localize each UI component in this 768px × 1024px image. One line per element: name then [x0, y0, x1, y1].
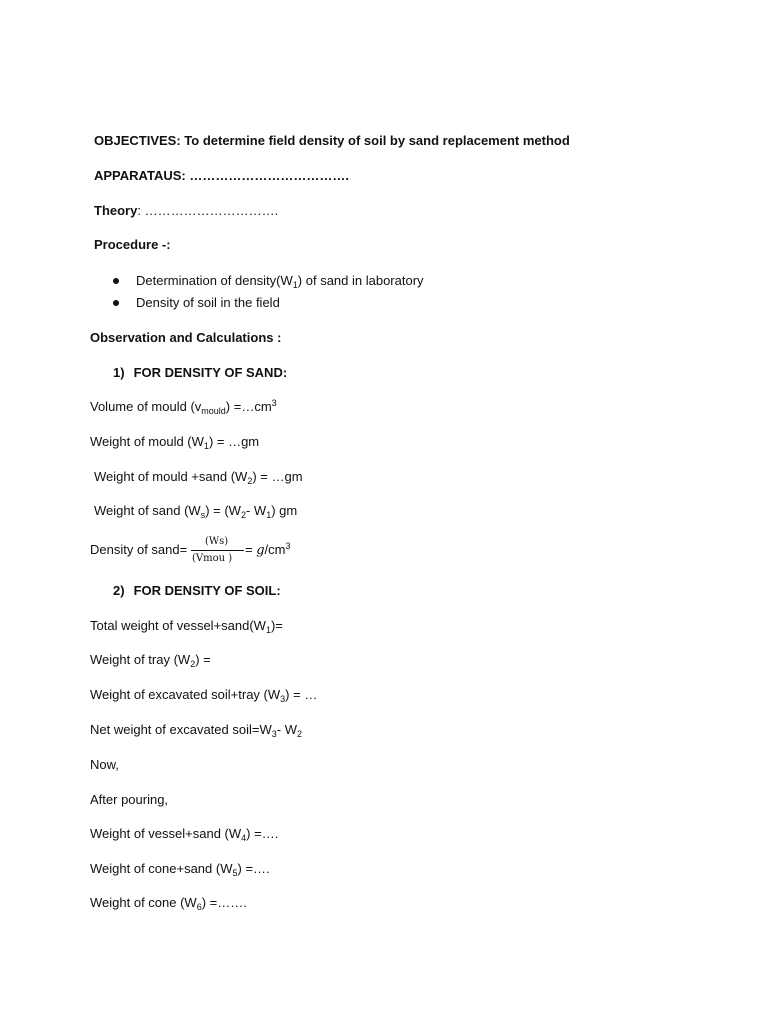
- text: - W: [245, 503, 267, 518]
- theory-label: Theory: [94, 203, 138, 218]
- text: - W: [276, 722, 297, 737]
- theory-line: [94, 203, 278, 219]
- text: Weight of cone+sand (W: [90, 861, 233, 876]
- procedure-item-2: Density of soil in the field: [136, 295, 280, 310]
- section-title: FOR DENSITY OF SAND:: [133, 365, 288, 380]
- after-pouring-text: After pouring,: [90, 792, 169, 807]
- apparatus-heading: APPARATAUS: ……………………………….: [94, 168, 349, 183]
- text: /cm: [264, 542, 286, 557]
- text: Weight of cone (W: [90, 895, 197, 910]
- text: Weight of sand (W: [94, 503, 201, 518]
- weight-cone-sand-w5: [90, 861, 270, 877]
- subscript: 6: [196, 902, 202, 912]
- subscript: 1: [292, 280, 298, 290]
- subscript: 1: [266, 510, 272, 520]
- bullet-dot: [113, 278, 119, 284]
- text: ) =….: [237, 861, 270, 876]
- subscript: mould: [201, 406, 226, 416]
- observation-heading: Observation and Calculations :: [90, 330, 282, 345]
- subscript: 2: [247, 476, 253, 486]
- weight-of-tray: [90, 652, 211, 668]
- text: ) gm: [271, 503, 298, 518]
- fraction-bar: [191, 550, 244, 551]
- weight-cone-w6: [90, 895, 247, 911]
- section-title: FOR DENSITY OF SOIL:: [133, 583, 281, 598]
- density-denominator: (Vmou ): [192, 553, 233, 564]
- subscript: 2: [190, 659, 196, 669]
- text: ) =: [195, 652, 211, 667]
- weight-excavated-soil-tray: [90, 687, 317, 703]
- superscript: 3: [285, 541, 291, 551]
- text: Net weight of excavated soil=W: [90, 722, 272, 737]
- density-result: [245, 542, 291, 559]
- total-weight-vessel-sand: [90, 618, 283, 634]
- unit-g: g: [256, 543, 265, 558]
- text: ) =…….: [201, 895, 247, 910]
- text: Determination of density(W: [136, 273, 293, 288]
- net-weight-excavated-soil: [90, 722, 302, 738]
- weight-vessel-sand-w4: [90, 826, 278, 842]
- density-of-sand-label: Density of sand=: [90, 542, 188, 557]
- section-1-heading: [113, 365, 287, 381]
- weight-of-mould: [90, 434, 259, 450]
- section-2-heading: [113, 583, 281, 599]
- bullet-dot: [113, 300, 119, 306]
- subscript: 3: [280, 694, 286, 704]
- text: ) of sand in laboratory: [297, 273, 424, 288]
- weight-of-mould-sand: [94, 469, 303, 485]
- subscript: 1: [265, 625, 271, 635]
- text: ) = …: [285, 687, 318, 702]
- subscript: 3: [271, 729, 277, 739]
- text: Weight of vessel+sand (W: [90, 826, 242, 841]
- subscript: 5: [232, 868, 238, 878]
- procedure-item-1: [136, 273, 424, 289]
- objectives-heading: OBJECTIVES: To determine field density of soil by sand replacement method: [94, 133, 570, 148]
- text: ) = (W: [205, 503, 241, 518]
- weight-of-sand: [94, 503, 297, 519]
- text: )=: [270, 618, 283, 633]
- now-text: Now,: [90, 757, 119, 772]
- text: Total weight of vessel+sand(W: [90, 618, 266, 633]
- text: Weight of mould (W: [90, 434, 204, 449]
- text: ) = …gm: [252, 469, 303, 484]
- text: Volume of mould (v: [90, 399, 202, 414]
- subscript: 1: [203, 441, 209, 451]
- text: Weight of tray (W: [90, 652, 191, 667]
- procedure-heading: Procedure -:: [94, 237, 171, 252]
- volume-of-mould: [90, 399, 277, 415]
- text: Weight of mould +sand (W: [94, 469, 248, 484]
- section-number: 1): [113, 365, 125, 380]
- subscript: s: [200, 510, 206, 520]
- subscript: 4: [241, 833, 247, 843]
- text: Weight of excavated soil+tray (W: [90, 687, 281, 702]
- superscript: 3: [271, 398, 277, 408]
- density-numerator: (Ws): [205, 536, 229, 547]
- text: ) =….: [246, 826, 279, 841]
- section-number: 2): [113, 583, 125, 598]
- text: =: [245, 542, 257, 557]
- subscript: 2: [240, 510, 246, 520]
- theory-dots: : ………………………….: [137, 203, 279, 218]
- subscript: 2: [296, 729, 302, 739]
- text: ) = …gm: [208, 434, 260, 449]
- text: ) =…cm: [225, 399, 272, 414]
